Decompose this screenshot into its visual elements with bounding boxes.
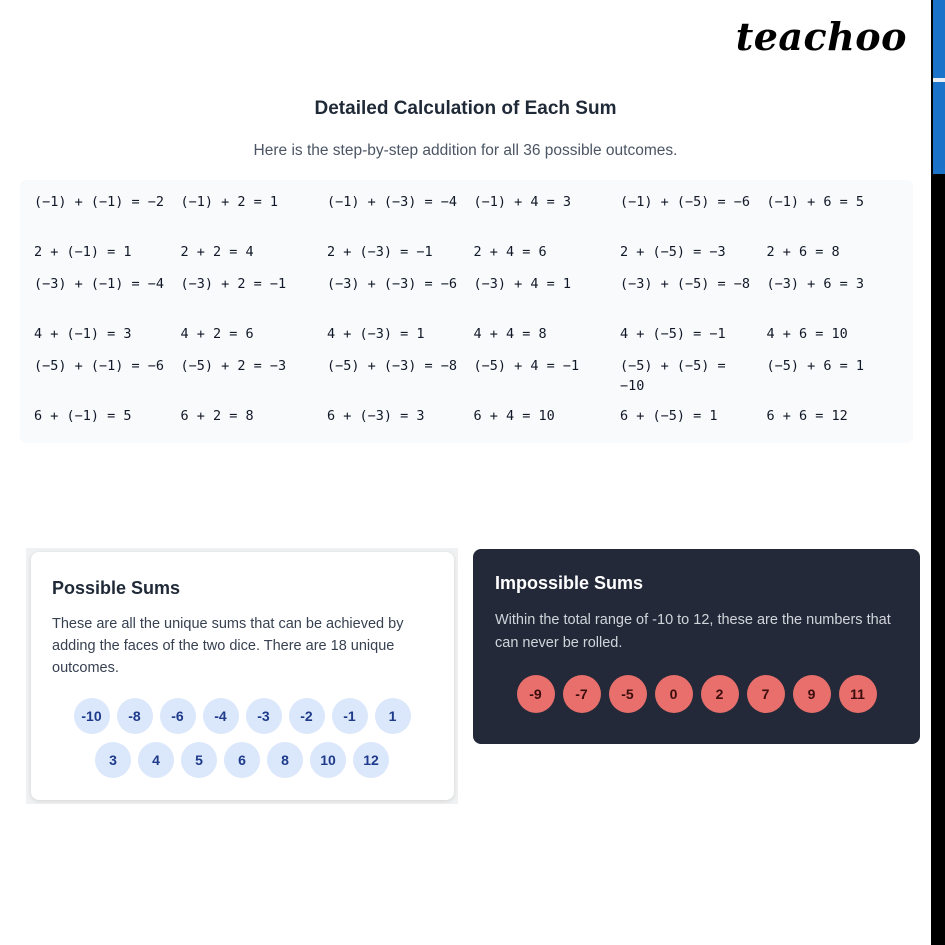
possible-sums-card [26, 548, 458, 804]
calculation-cell: (−3) + (−3) = −6 [327, 276, 458, 292]
scrollbar-track-accent[interactable] [933, 82, 945, 174]
calculation-cell: 4 + 4 = 8 [473, 326, 547, 342]
calculation-cell: 6 + (−5) = 1 [620, 408, 718, 424]
calculation-grid [34, 192, 913, 438]
calculation-cell: 2 + (−1) = 1 [34, 244, 132, 260]
impossible-sum-chip: -9 [517, 675, 555, 713]
calculation-cell: (−5) + (−5) = −10 [620, 358, 726, 394]
calculation-cell: (−1) + 4 = 3 [473, 194, 572, 210]
calculation-cell: (−3) + 2 = −1 [180, 276, 287, 292]
impossible-sum-chip: 7 [747, 675, 785, 713]
possible-sum-chip: 5 [181, 742, 217, 778]
calculation-cell: (−3) + (−5) = −8 [620, 276, 751, 292]
possible-sum-chip: 10 [310, 742, 346, 778]
calculation-cell: 4 + (−5) = −1 [620, 326, 726, 342]
possible-sums-card-inner [31, 552, 454, 800]
impossible-sums-description: Within the total range of -10 to 12, these are the numbers that can never be rolled. [495, 612, 891, 651]
calculation-cell: (−1) + (−3) = −4 [327, 194, 458, 210]
impossible-sums-title: Impossible Sums [495, 573, 644, 593]
possible-sum-chip: -4 [203, 698, 239, 734]
calculation-cell: 6 + 2 = 8 [180, 408, 254, 424]
calculation-cell: (−3) + (−1) = −4 [34, 276, 165, 292]
possible-sum-chip: -2 [289, 698, 325, 734]
calculation-cell: (−5) + 6 = 1 [766, 358, 865, 374]
possible-sum-chip: -1 [332, 698, 368, 734]
possible-sum-chip: 8 [267, 742, 303, 778]
impossible-sum-chip: -5 [609, 675, 647, 713]
possible-sum-chip: -3 [246, 698, 282, 734]
possible-sums-title: Possible Sums [52, 578, 181, 598]
calculation-cell: (−3) + 6 = 3 [766, 276, 865, 292]
calculation-cell: 2 + 4 = 6 [473, 244, 547, 260]
impossible-sum-chip: 0 [655, 675, 693, 713]
calculation-title: Detailed Calculation of Each Sum [314, 98, 617, 119]
calculation-cell: (−1) + (−1) = −2 [34, 194, 165, 210]
calculation-panel [20, 180, 913, 443]
possible-sum-chip: -10 [74, 698, 110, 734]
impossible-sum-chip: 11 [839, 675, 877, 713]
impossible-sum-chip: -7 [563, 675, 601, 713]
calculation-cell: (−1) + 6 = 5 [766, 194, 865, 210]
possible-sums-description: These are all the unique sums that can be achieved by adding the faces of the two dice. There are 18 unique outcomes. [52, 616, 404, 676]
possible-sum-chip: 1 [375, 698, 411, 734]
calculation-cell: (−3) + 4 = 1 [473, 276, 572, 292]
possible-sum-chip: 4 [138, 742, 174, 778]
calculation-cell: 6 + 6 = 12 [766, 408, 848, 424]
calculation-cell: 6 + (−1) = 5 [34, 408, 132, 424]
calculation-cell: (−5) + (−1) = −6 [34, 358, 165, 374]
calculation-cell: 6 + (−3) = 3 [327, 408, 425, 424]
calculation-cell: 4 + 2 = 6 [180, 326, 254, 342]
calculation-cell: 2 + 2 = 4 [180, 244, 254, 260]
impossible-sums-list [495, 675, 898, 713]
possible-sum-chip: -8 [117, 698, 153, 734]
calculation-cell: (−5) + 4 = −1 [473, 358, 580, 374]
calculation-cell: (−1) + 2 = 1 [180, 194, 279, 210]
calculation-cell: 4 + 6 = 10 [766, 326, 848, 342]
calculation-cell: (−5) + 2 = −3 [180, 358, 287, 374]
impossible-sum-chip: 9 [793, 675, 831, 713]
calculation-cell: 2 + 6 = 8 [766, 244, 840, 260]
possible-sum-chip: -6 [160, 698, 196, 734]
possible-sums-list [52, 698, 432, 778]
calculation-cell: 6 + 4 = 10 [473, 408, 555, 424]
calculation-cell: (−5) + (−3) = −8 [327, 358, 458, 374]
possible-sum-chip: 6 [224, 742, 260, 778]
scrollbar-thumb[interactable] [933, 0, 945, 78]
calculation-cell: 4 + (−1) = 3 [34, 326, 132, 342]
possible-sum-chip: 3 [95, 742, 131, 778]
calculation-subtitle: Here is the step-by-step addition for all 36 possible outcomes. [253, 142, 678, 159]
impossible-sum-chip: 2 [701, 675, 739, 713]
impossible-sums-card [473, 549, 920, 744]
calculation-cell: 2 + (−3) = −1 [327, 244, 433, 260]
calculation-cell: 4 + (−3) = 1 [327, 326, 425, 342]
possible-sum-chip: 12 [353, 742, 389, 778]
teachoo-logo: teachoo [735, 14, 907, 59]
calculation-cell: 2 + (−5) = −3 [620, 244, 726, 260]
calculation-cell: (−1) + (−5) = −6 [620, 194, 751, 210]
